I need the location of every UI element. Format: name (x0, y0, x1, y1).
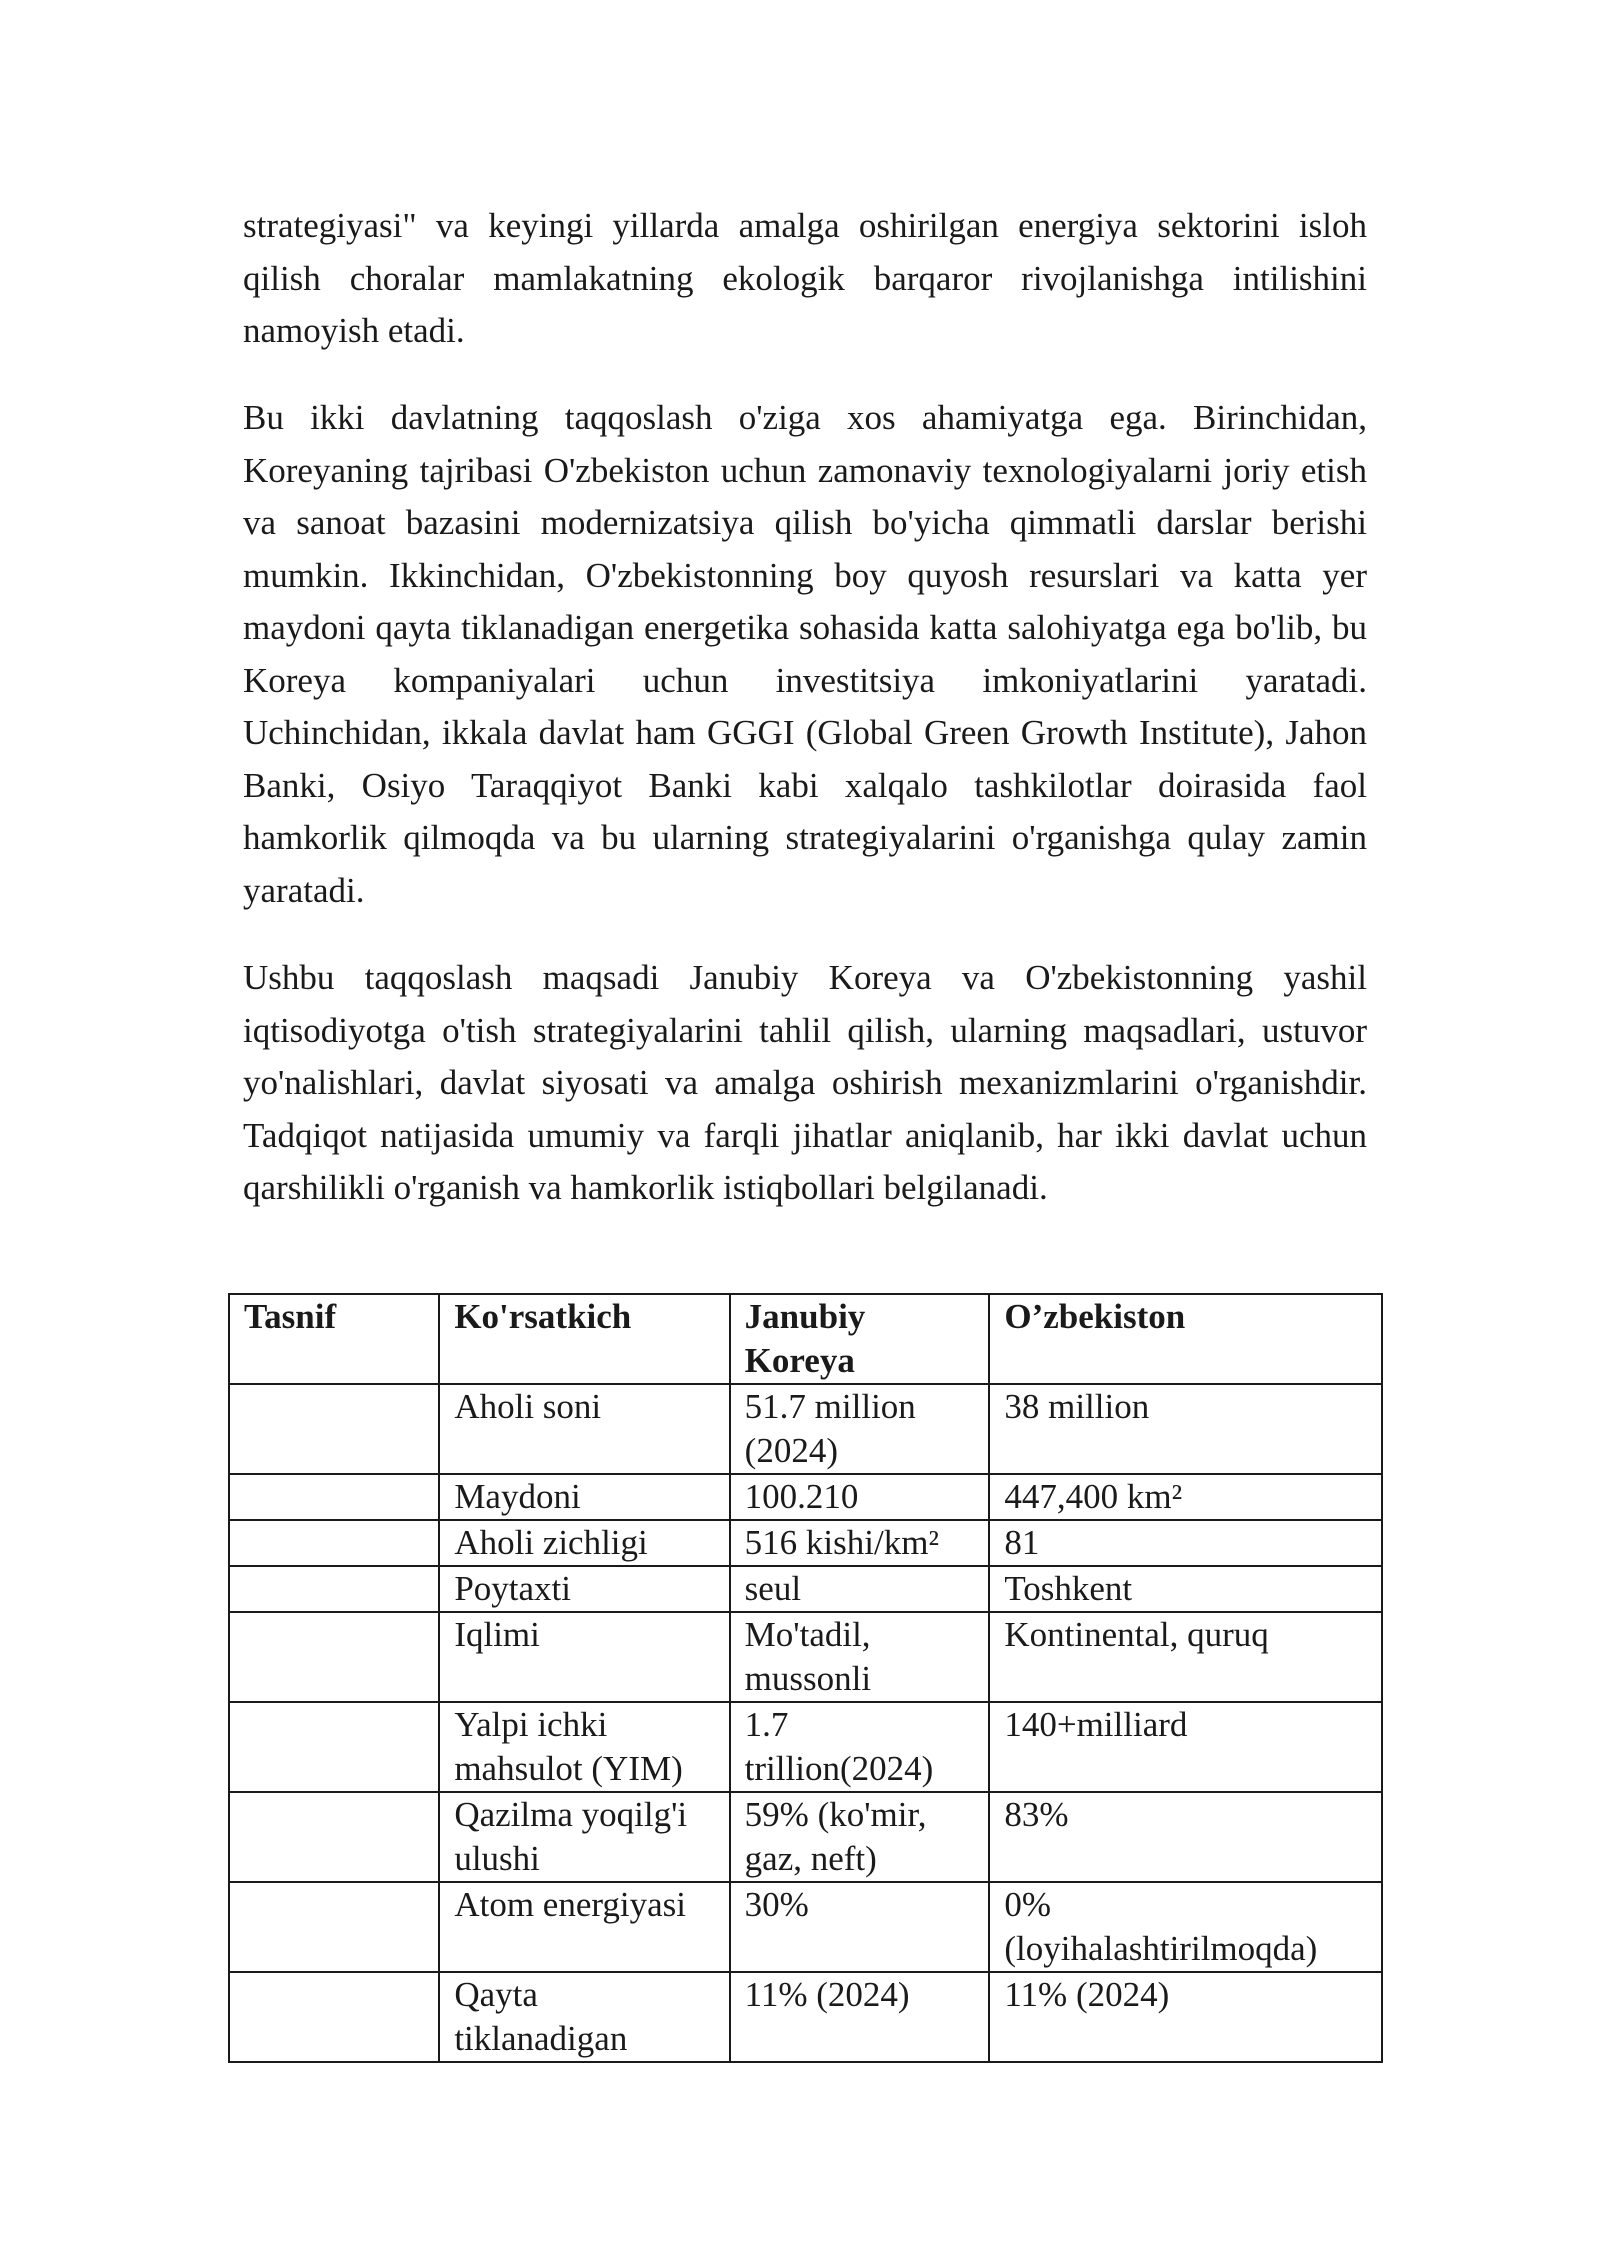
table-row (229, 1792, 1382, 1882)
table-cell: 81 (989, 1520, 1382, 1566)
table-cell (229, 1384, 439, 1474)
table-cell: 11% (2024) (989, 1972, 1382, 2062)
table-cell: 51.7 million (2024) (730, 1384, 990, 1474)
table-cell: 516 kishi/km² (730, 1520, 990, 1566)
header-korsatkich: Ko'rsatkich (439, 1294, 729, 1384)
table-row (229, 1566, 1382, 1612)
table-cell (229, 1520, 439, 1566)
table-row (229, 1972, 1382, 2062)
table-cell: 30% (730, 1882, 990, 1972)
table-cell: 100.210 (730, 1474, 990, 1520)
table-cell: Aholi zichligi (439, 1520, 729, 1566)
table-row (229, 1520, 1382, 1566)
table-row (229, 1474, 1382, 1520)
table-cell (229, 1972, 439, 2062)
table-cell: 0% (loyihalashtirilmoqda) (989, 1882, 1382, 1972)
header-janubiy-koreya: Janubiy Koreya (730, 1294, 990, 1384)
table-row (229, 1702, 1382, 1792)
table-cell: Qayta tiklanadigan (439, 1972, 729, 2062)
table-cell: 1.7 trillion(2024) (730, 1702, 990, 1792)
table-cell: Toshkent (989, 1566, 1382, 1612)
table-cell: Yalpi ichki mahsulot (YIM) (439, 1702, 729, 1792)
header-ozbekiston: O’zbekiston (989, 1294, 1382, 1384)
table-cell: 59% (ko'mir, gaz, neft) (730, 1792, 990, 1882)
table-cell: seul (730, 1566, 990, 1612)
table-cell: Mo'tadil, mussonli (730, 1612, 990, 1702)
paragraph-1: strategiyasi" va keyingi yillarda amalga oshirilgan energiya sektorini isloh qilish choralar mamlakatning ekologik barqaror rivojlanishga intilishini namoyish etadi. (243, 206, 1367, 350)
header-tasnif: Tasnif (229, 1294, 439, 1384)
table-cell: Maydoni (439, 1474, 729, 1520)
table-cell: Kontinental, quruq (989, 1612, 1382, 1702)
table-cell (229, 1612, 439, 1702)
table-cell: Aholi soni (439, 1384, 729, 1474)
table-cell: Iqlimi (439, 1612, 729, 1702)
table-cell (229, 1566, 439, 1612)
table-cell: Qazilma yoqilg'i ulushi (439, 1792, 729, 1882)
table-cell (229, 1702, 439, 1792)
table-row (229, 1612, 1382, 1702)
table-header-row (229, 1294, 1382, 1384)
table-cell (229, 1882, 439, 1972)
table-cell: 11% (2024) (730, 1972, 990, 2062)
paragraph-2: Bu ikki davlatning taqqoslash o'ziga xos ahamiyatga ega. Birinchidan, Koreyaning tajribasi O'zbekiston uchun zamonaviy texnologiyalarni joriy etish va sanoat bazasini modernizatsiya qilish bo'yicha qimmatli darslar berishi mumkin. Ikkinchidan, O'zbekistonning boy quyosh resurslari va katta yer maydoni qayta tiklanadigan energetika sohasida katta salohiyatga ega bo'lib, bu Koreya kompaniyalari uchun investitsiya imkoniyatlarini yaratadi. Uchinchidan, ikkala davlat ham GGGI (Global Green Growth Institute), Jahon Banki, Osiyo Taraqqiyot Banki kabi xalqalo tashkilotlar doirasida faol hamkorlik qilmoqda va bu ularning strategiyalarini o'rganishga qulay zamin yaratadi. (243, 398, 1367, 910)
table-cell: 38 million (989, 1384, 1382, 1474)
table-cell: Poytaxti (439, 1566, 729, 1612)
table-cell: Atom energiyasi (439, 1882, 729, 1972)
paragraph-3: Ushbu taqqoslash maqsadi Janubiy Koreya va O'zbekistonning yashil iqtisodiyotga o'tish strategiyalarini tahlil qilish, ularning maqsadlari, ustuvor yo'nalishlari, davlat siyosati va amalga oshirish mexanizmlarini o'rganishdir. Tadqiqot natijasida umumiy va farqli jihatlar aniqlanib, har ikki davlat uchun qarshilikli o'rganish va hamkorlik istiqbollari belgilanadi. (243, 958, 1367, 1207)
table-cell: 140+milliard (989, 1702, 1382, 1792)
table-cell (229, 1792, 439, 1882)
table-row (229, 1882, 1382, 1972)
table-cell: 83% (989, 1792, 1382, 1882)
table-cell (229, 1474, 439, 1520)
table-cell: 447,400 km² (989, 1474, 1382, 1520)
comparison-table (228, 1293, 1383, 2063)
table-row (229, 1384, 1382, 1474)
